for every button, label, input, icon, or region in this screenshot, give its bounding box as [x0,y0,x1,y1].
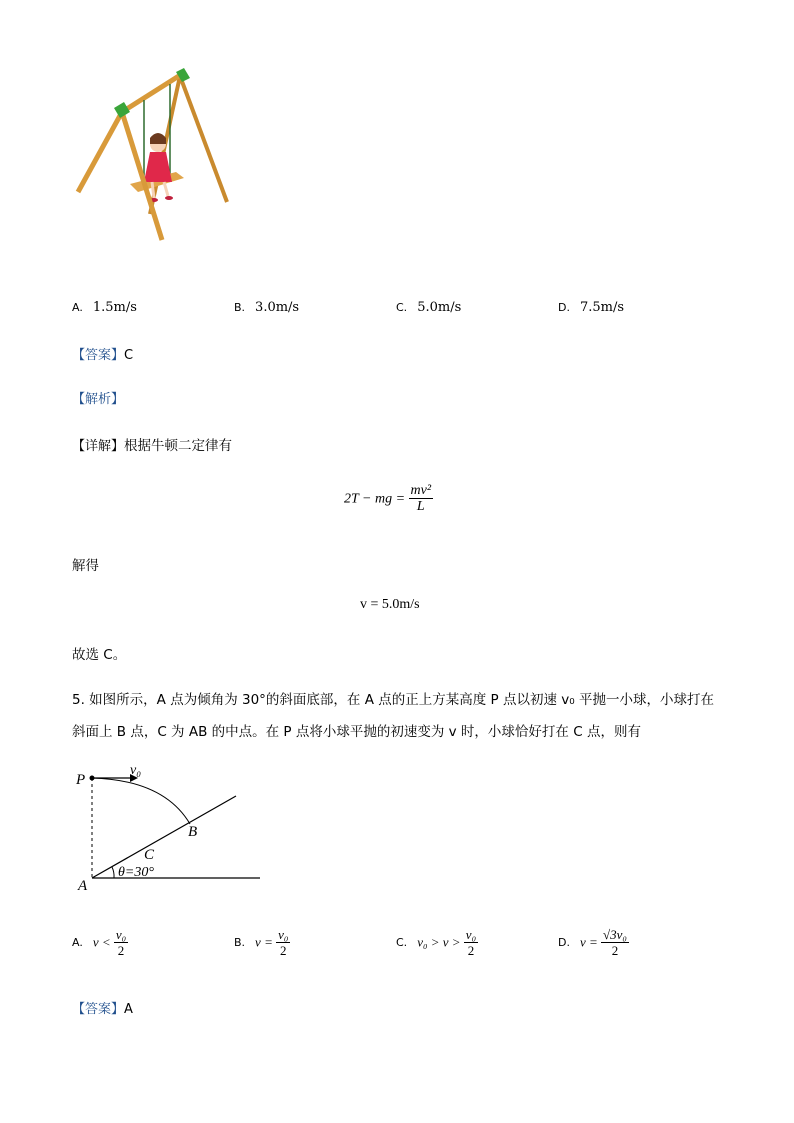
q5-label-b: B [188,824,198,840]
q4-option-d: D. 7.5m/s [558,300,625,315]
q5-option-a: A. v < $\frac{\text{v₀}}{2}$ [72,927,127,958]
q4-answer: 【答案】C [72,348,134,363]
q4-solve-text: 解得 [72,558,99,574]
q4-option-b: B. 3.0m/s [234,300,300,315]
q5-projectile-diagram [74,760,266,892]
q5-label-a: A [78,878,88,892]
q5-label-c: C [144,847,155,863]
q5-stem-line1: 5. 如图所示，A 点为倾角为 30°的斜面底部，在 A 点的正上方某高度 P 点以初速 v₀ 平抛一小球，小球打在 [72,692,714,708]
q4-equation-fraction: $\frac{\text{mv²}}{L}$ [410,483,432,514]
q5-option-b: B. v = $\frac{\text{v₀}}{2}$ [234,927,289,958]
q5-option-d: D. v = $\frac{\text{√3v₀}}{2}$ [558,927,627,958]
q4-detail: 【详解】根据牛顿二定律有 [72,438,233,454]
q5-label-angle: θ=30° [118,865,154,880]
q4-analysis-label: 【解析】 [72,392,125,407]
q5-option-c: C. v₀ > v > $\frac{\text{v₀}}{2}$ [396,927,477,958]
q4-equation: 2T − mg = $\frac{\text{mv²}}{L}$ [344,483,432,514]
q4-conclusion: 故选 C。 [72,647,127,663]
swing-illustration [72,64,234,248]
q4-option-a: A. 1.5m/s [72,300,137,315]
q5-label-v0: v₀ [130,763,142,778]
q4-result: v = 5.0m/s [360,597,420,612]
q4-option-c: C. 5.0m/s [396,300,462,315]
q5-label-p: P [76,772,86,788]
q5-answer: 【答案】A [72,1002,133,1017]
q5-stem-line2: 斜面上 B 点，C 为 AB 的中点。在 P 点将小球平抛的初速变为 v 时，小球恰好打在 C 点，则有 [72,724,641,740]
